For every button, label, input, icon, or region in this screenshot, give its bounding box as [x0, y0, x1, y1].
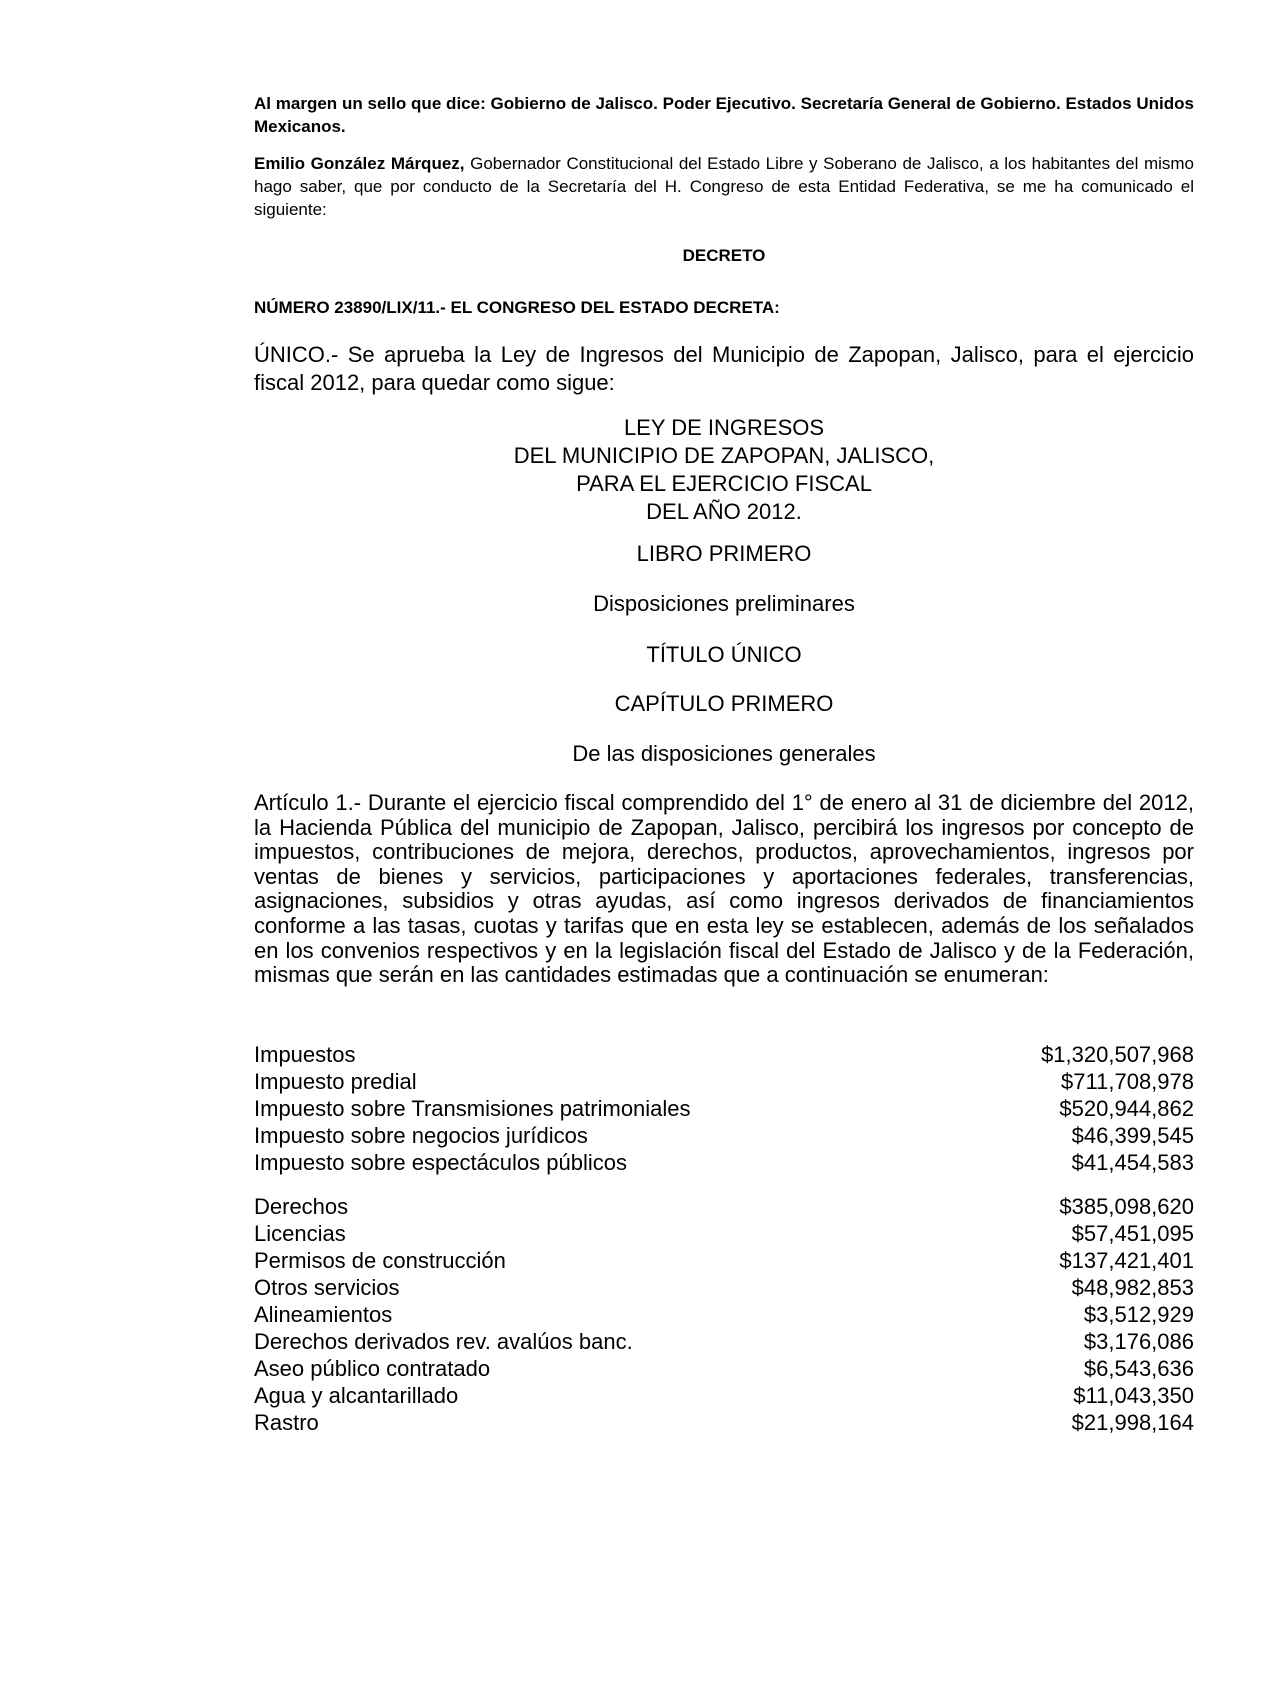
- table-row: [254, 1382, 1194, 1409]
- table-row: [254, 1095, 1194, 1122]
- table-row: [254, 1149, 1194, 1176]
- table-row: [254, 1328, 1194, 1355]
- table-row: [254, 1274, 1194, 1301]
- row-amount: $3,176,086: [1083, 1329, 1194, 1354]
- chapter-name: De las disposiciones generales: [572, 741, 876, 766]
- table-row: [254, 1355, 1194, 1382]
- preamble-text: Gobernador Constitucional del Estado Libre y Soberano de Jalisco, a los habitantes del mismo hago saber, que por conducto de la Secretaría del H. Congreso de esta Entidad Federativa, se me ha comunicado el siguiente:: [254, 154, 1194, 219]
- row-amount: $137,421,401: [1059, 1248, 1194, 1273]
- table-row: [254, 1068, 1194, 1095]
- row-amount: $6,543,636: [1083, 1356, 1194, 1381]
- table-row: [254, 1301, 1194, 1328]
- table-row: [254, 1193, 1194, 1220]
- law-title-line-4: DEL AÑO 2012.: [646, 499, 802, 524]
- row-label: Alineamientos: [254, 1302, 393, 1327]
- law-title-line-2: DEL MUNICIPIO DE ZAPOPAN, JALISCO,: [513, 443, 935, 468]
- row-label: Agua y alcantarillado: [254, 1383, 459, 1408]
- row-amount: $21,998,164: [1071, 1410, 1194, 1435]
- law-title-line-3: PARA EL EJERCICIO FISCAL: [576, 471, 872, 496]
- row-amount: $11,043,350: [1073, 1383, 1194, 1408]
- unico-paragraph: ÚNICO.- Se aprueba la Ley de Ingresos del Municipio de Zapopan, Jalisco, para el ejercicio fiscal 2012, para quedar como sigue:: [254, 342, 1194, 395]
- decree-number: NÚMERO 23890/LIX/11.- EL CONGRESO DEL ESTADO DECRETA:: [254, 298, 780, 317]
- row-amount: $3,512,929: [1083, 1302, 1194, 1327]
- row-label: Impuesto sobre negocios jurídicos: [254, 1123, 588, 1148]
- table-row: [254, 1247, 1194, 1274]
- row-label: Otros servicios: [254, 1275, 400, 1300]
- row-amount: $57,451,095: [1071, 1221, 1194, 1246]
- impuestos-table: [254, 1041, 1194, 1176]
- row-label: Impuesto sobre Transmisiones patrimoniales: [254, 1096, 691, 1121]
- row-amount: $711,708,978: [1061, 1069, 1194, 1094]
- row-amount: $1,320,507,968: [1041, 1042, 1194, 1067]
- row-label: Impuesto sobre espectáculos públicos: [254, 1150, 627, 1175]
- row-label: Impuestos: [254, 1042, 356, 1067]
- row-amount: $48,982,853: [1071, 1275, 1194, 1300]
- article-1: Artículo 1.- Durante el ejercicio fiscal comprendido del 1° de enero al 31 de diciembre del 2012, la Hacienda Pública del municipio de Zapopan, Jalisco, percibirá los ingresos por concepto de impuestos, contribuciones de mejora, derechos, productos, aprovechamientos, ingresos por ventas de bienes y servicios, participaciones y aportaciones federales, transferencias, asignaciones, subsidios y otras ayudas, así como ingresos derivados de financiamientos conforme a las tasas, cuotas y tarifas que en esta ley se establecen, además de los señalados en los convenios respectivos y en la legislación fiscal del Estado de Jalisco y de la Federación, mismas que serán en las cantidades estimadas que a continuación se enumeran:: [254, 790, 1194, 988]
- title-heading: TÍTULO ÚNICO: [646, 642, 802, 667]
- law-title: [254, 414, 1194, 526]
- row-label: Impuesto predial: [254, 1069, 417, 1094]
- table-row: [254, 1220, 1194, 1247]
- row-amount: $46,399,545: [1071, 1123, 1194, 1148]
- governor-name: Emilio González Márquez,: [254, 154, 465, 173]
- law-title-line-1: LEY DE INGRESOS: [623, 415, 825, 440]
- stamp-note: Al margen un sello que dice: Gobierno de Jalisco. Poder Ejecutivo. Secretaría General de Gobierno. Estados Unidos Mexicanos.: [254, 94, 1194, 136]
- row-amount: $41,454,583: [1071, 1150, 1194, 1175]
- decree-heading: DECRETO: [682, 246, 766, 265]
- row-label: Aseo público contratado: [254, 1356, 491, 1381]
- row-label: Derechos derivados rev. avalúos banc.: [254, 1329, 633, 1354]
- row-amount: $520,944,862: [1059, 1096, 1194, 1121]
- table-row: [254, 1122, 1194, 1149]
- dispositions-heading: Disposiciones preliminares: [593, 591, 855, 616]
- derechos-table: [254, 1193, 1194, 1436]
- row-label: Derechos: [254, 1194, 349, 1219]
- table-row: [254, 1041, 1194, 1068]
- row-label: Licencias: [254, 1221, 346, 1246]
- row-label: Permisos de construcción: [254, 1248, 506, 1273]
- row-label: Rastro: [254, 1410, 319, 1435]
- chapter-heading: CAPÍTULO PRIMERO: [614, 691, 834, 716]
- row-amount: $385,098,620: [1059, 1194, 1194, 1219]
- table-row: [254, 1409, 1194, 1436]
- preamble: [254, 152, 1194, 221]
- book-heading: LIBRO PRIMERO: [636, 541, 812, 566]
